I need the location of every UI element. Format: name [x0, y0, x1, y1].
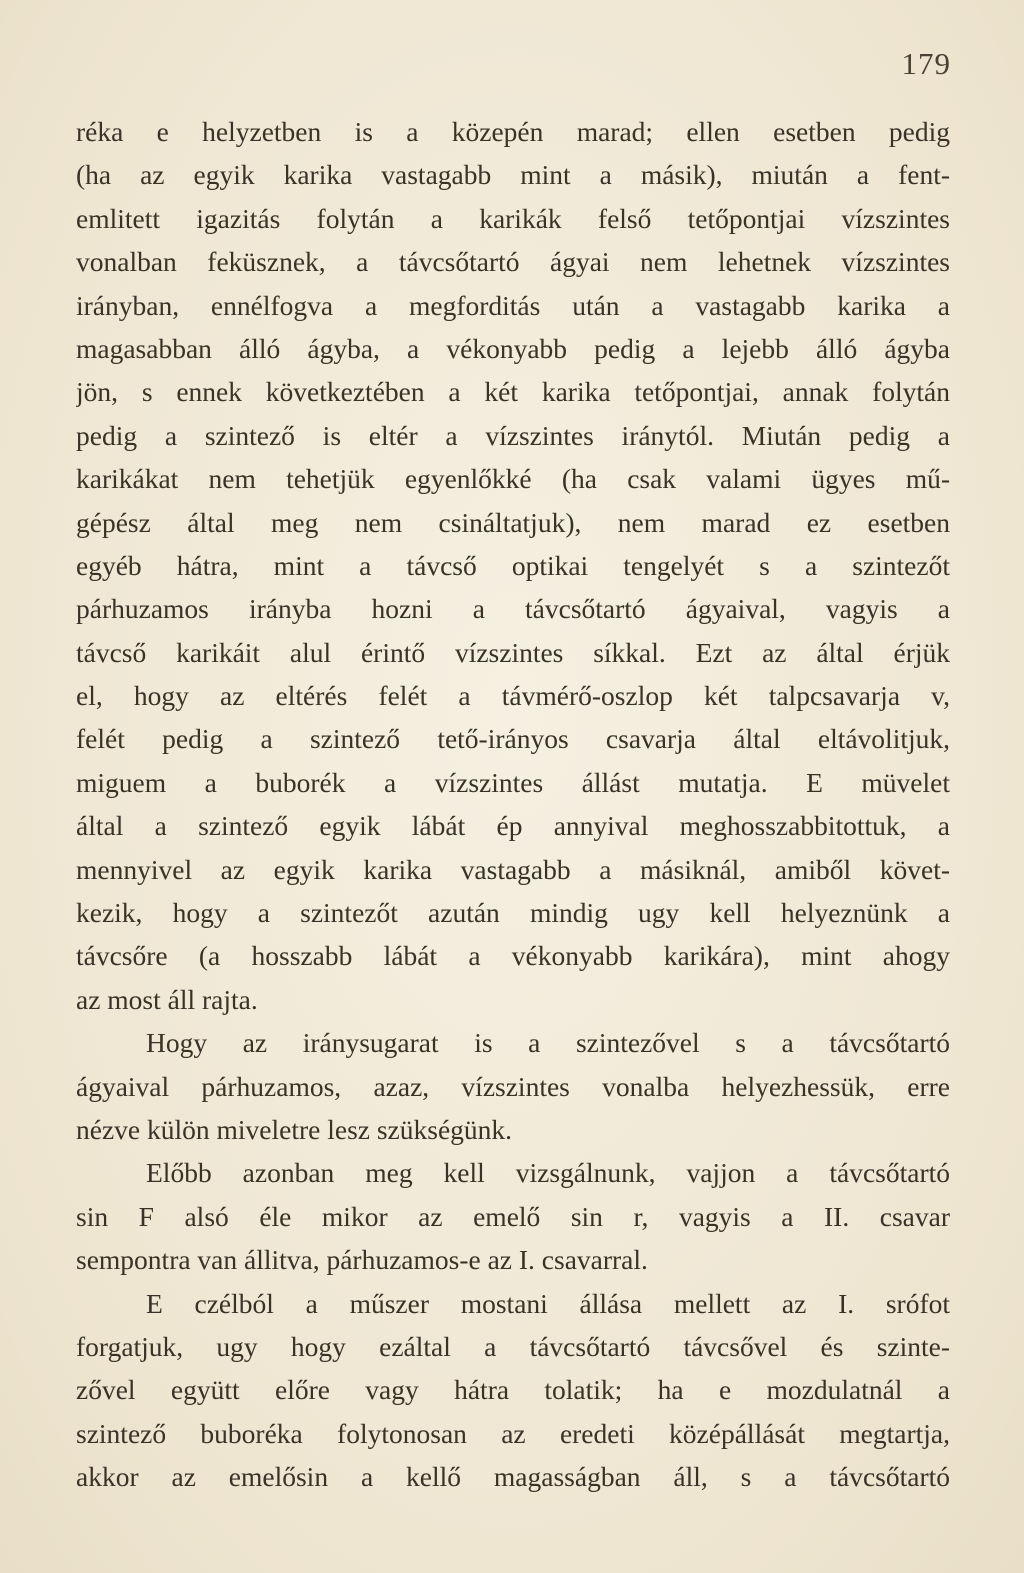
text-line: miguem a buborék a vízszintes állást mutatja. E müvelet	[76, 766, 950, 798]
text-line: az most áll rajta.	[76, 983, 258, 1015]
text-line: felét pedig a szintező tető-irányos csavarja által eltávolitjuk,	[76, 723, 950, 755]
text-line: mennyivel az egyik karika vastagabb a másiknál, amiből követ-	[76, 853, 950, 885]
text-line: irányban, ennélfogva a megforditás után a vastagabb karika a	[76, 289, 950, 321]
text-line: forgatjuk, ugy hogy ezáltal a távcsőtartó távcsővel és szinte-	[76, 1330, 950, 1362]
text-line: sin F alsó éle mikor az emelő sin r, vagyis a II. csavar	[76, 1200, 950, 1232]
text-line: távcső karikáit alul érintő vízszintes síkkal. Ezt az által érjük	[76, 636, 950, 668]
text-line: jön, s ennek következtében a két karika tetőpontjai, annak folytán	[76, 376, 950, 408]
text-line: kezik, hogy a szintezőt azután mindig ugy kell helyeznünk a	[76, 897, 950, 929]
text-line: párhuzamos irányba hozni a távcsőtartó ágyaival, vagyis a	[76, 593, 950, 625]
text-line: gépész által meg nem csináltatjuk), nem marad ez esetben	[76, 506, 950, 538]
text-line: réka e helyzetben is a közepén marad; ellen esetben pedig	[76, 116, 950, 147]
text-line: el, hogy az eltérés felét a távmérő-oszlop két talpcsavarja v,	[76, 680, 950, 712]
page-number: 179	[901, 46, 951, 81]
text-line: szintező buboréka folytonosan az eredeti középállását megtartja,	[76, 1417, 950, 1449]
text-line: pedig a szintező is eltér a vízszintes iránytól. Miután pedig a	[76, 419, 950, 451]
text-line: nézve külön miveletre lesz szükségünk.	[76, 1113, 513, 1145]
text-line: magasabban álló ágyba, a vékonyabb pedig a lejebb álló ágyba	[76, 332, 950, 364]
text-line: által a szintező egyik lábát ép annyival meghosszabbitottuk, a	[76, 810, 950, 842]
text-line: (ha az egyik karika vastagabb mint a másik), miután a fent-	[76, 159, 950, 191]
text-line: Előbb azonban meg kell vizsgálnunk, vajjon a távcsőtartó	[146, 1157, 950, 1189]
body-text	[76, 110, 950, 1499]
text-line: Hogy az iránysugarat is a szintezővel s a távcsőtartó	[146, 1027, 950, 1059]
text-line: akkor az emelősin a kellő magasságban áll, s a távcsőtartó	[76, 1461, 950, 1493]
text-line: sempontra van állitva, párhuzamos-e az I. csavarral.	[76, 1244, 648, 1276]
text-line: zővel együtt előre vagy hátra tolatik; ha e mozdulatnál a	[76, 1374, 950, 1406]
text-line: vonalban feküsznek, a távcsőtartó ágyai nem lehetnek vízszintes	[76, 246, 950, 278]
text-line: E czélból a műszer mostani állása mellett az I. srófot	[146, 1287, 950, 1319]
text-line: távcsőre (a hosszabb lábát a vékonyabb karikára), mint ahogy	[76, 940, 950, 972]
text-line: emlitett igazitás folytán a karikák felső tetőpontjai vízszintes	[76, 202, 950, 234]
text-line: egyéb hátra, mint a távcső optikai tengelyét s a szintezőt	[76, 549, 950, 581]
text-line: ágyaival párhuzamos, azaz, vízszintes vonalba helyezhessük, erre	[76, 1070, 950, 1102]
text-line: karikákat nem tehetjük egyenlőkké (ha csak valami ügyes mű-	[76, 463, 950, 495]
